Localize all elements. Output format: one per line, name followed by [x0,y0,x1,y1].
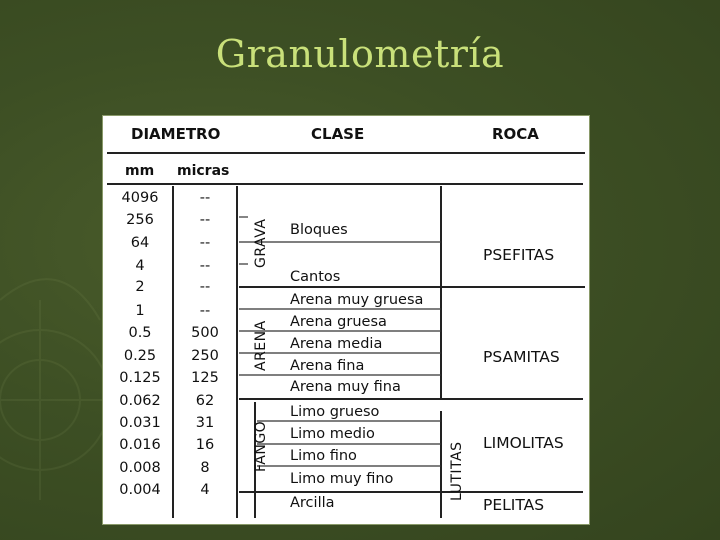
micras-cell: -- [199,258,211,274]
mm-cell: 1 [135,303,145,319]
class-cell: Arena media [290,336,383,352]
mm-cell: 0.031 [119,415,161,431]
micras-cell: 125 [191,370,219,386]
mm-cell: 0.016 [119,437,161,453]
micras-cell: -- [199,235,211,251]
mm-cell: 0.004 [119,482,161,498]
micras-cell: 31 [195,415,215,431]
header-roca: ROCA [492,125,539,143]
page-title: Granulometría [215,32,505,76]
class-cell: Arena fina [290,358,365,374]
mm-cell: 0.5 [128,325,152,341]
mm-cell: 64 [130,235,150,251]
mm-cell: 2 [135,279,145,295]
class-cell: Arena muy fina [290,379,401,395]
mm-cell: 0.125 [119,370,161,386]
micras-cell: 250 [191,348,219,364]
group-label-arena: ARENA [253,320,269,371]
subheader-micras: micras [177,163,230,179]
class-cell: Limo medio [290,426,375,442]
rock-psefitas: PSEFITAS [483,246,555,264]
class-cell: Arcilla [290,495,335,511]
group-label-grava: GRAVA [253,218,269,268]
class-cell: Limo fino [290,448,357,464]
mm-cell: 0.25 [123,348,157,364]
class-cell: Cantos [290,269,341,285]
class-cell: Limo muy fino [290,471,394,487]
micras-cell: 500 [191,325,219,341]
rock-pelitas: PELITAS [483,496,545,514]
class-cell: Arena gruesa [290,314,387,330]
micras-cell: -- [199,279,211,295]
mm-cell: 4096 [121,190,159,206]
group-label-fango: FANGO [253,420,269,472]
class-cell: Limo grueso [290,404,380,420]
header-diametro: DIAMETRO [131,125,221,143]
subheader-mm: mm [125,163,155,179]
class-cell: Arena muy gruesa [290,292,424,308]
granulometry-table [102,115,590,525]
class-cell: Bloques [290,222,348,238]
rock-limolitas: LIMOLITAS [483,434,564,452]
mm-cell: 0.062 [119,393,161,409]
micras-cell: 62 [195,393,215,409]
mm-cell: 4 [135,258,145,274]
micras-cell: 4 [200,482,210,498]
micras-cell: -- [199,303,211,319]
table-grid [103,116,589,524]
rock-psamitas: PSAMITAS [483,348,560,366]
mm-cell: 256 [126,212,154,228]
group-label-lutitas: LUTITAS [449,441,465,501]
micras-cell: 8 [200,460,210,476]
micras-cell: -- [199,190,211,206]
mm-cell: 0.008 [119,460,161,476]
micras-cell: 16 [195,437,215,453]
header-clase: CLASE [311,125,365,143]
micras-cell: -- [199,212,211,228]
